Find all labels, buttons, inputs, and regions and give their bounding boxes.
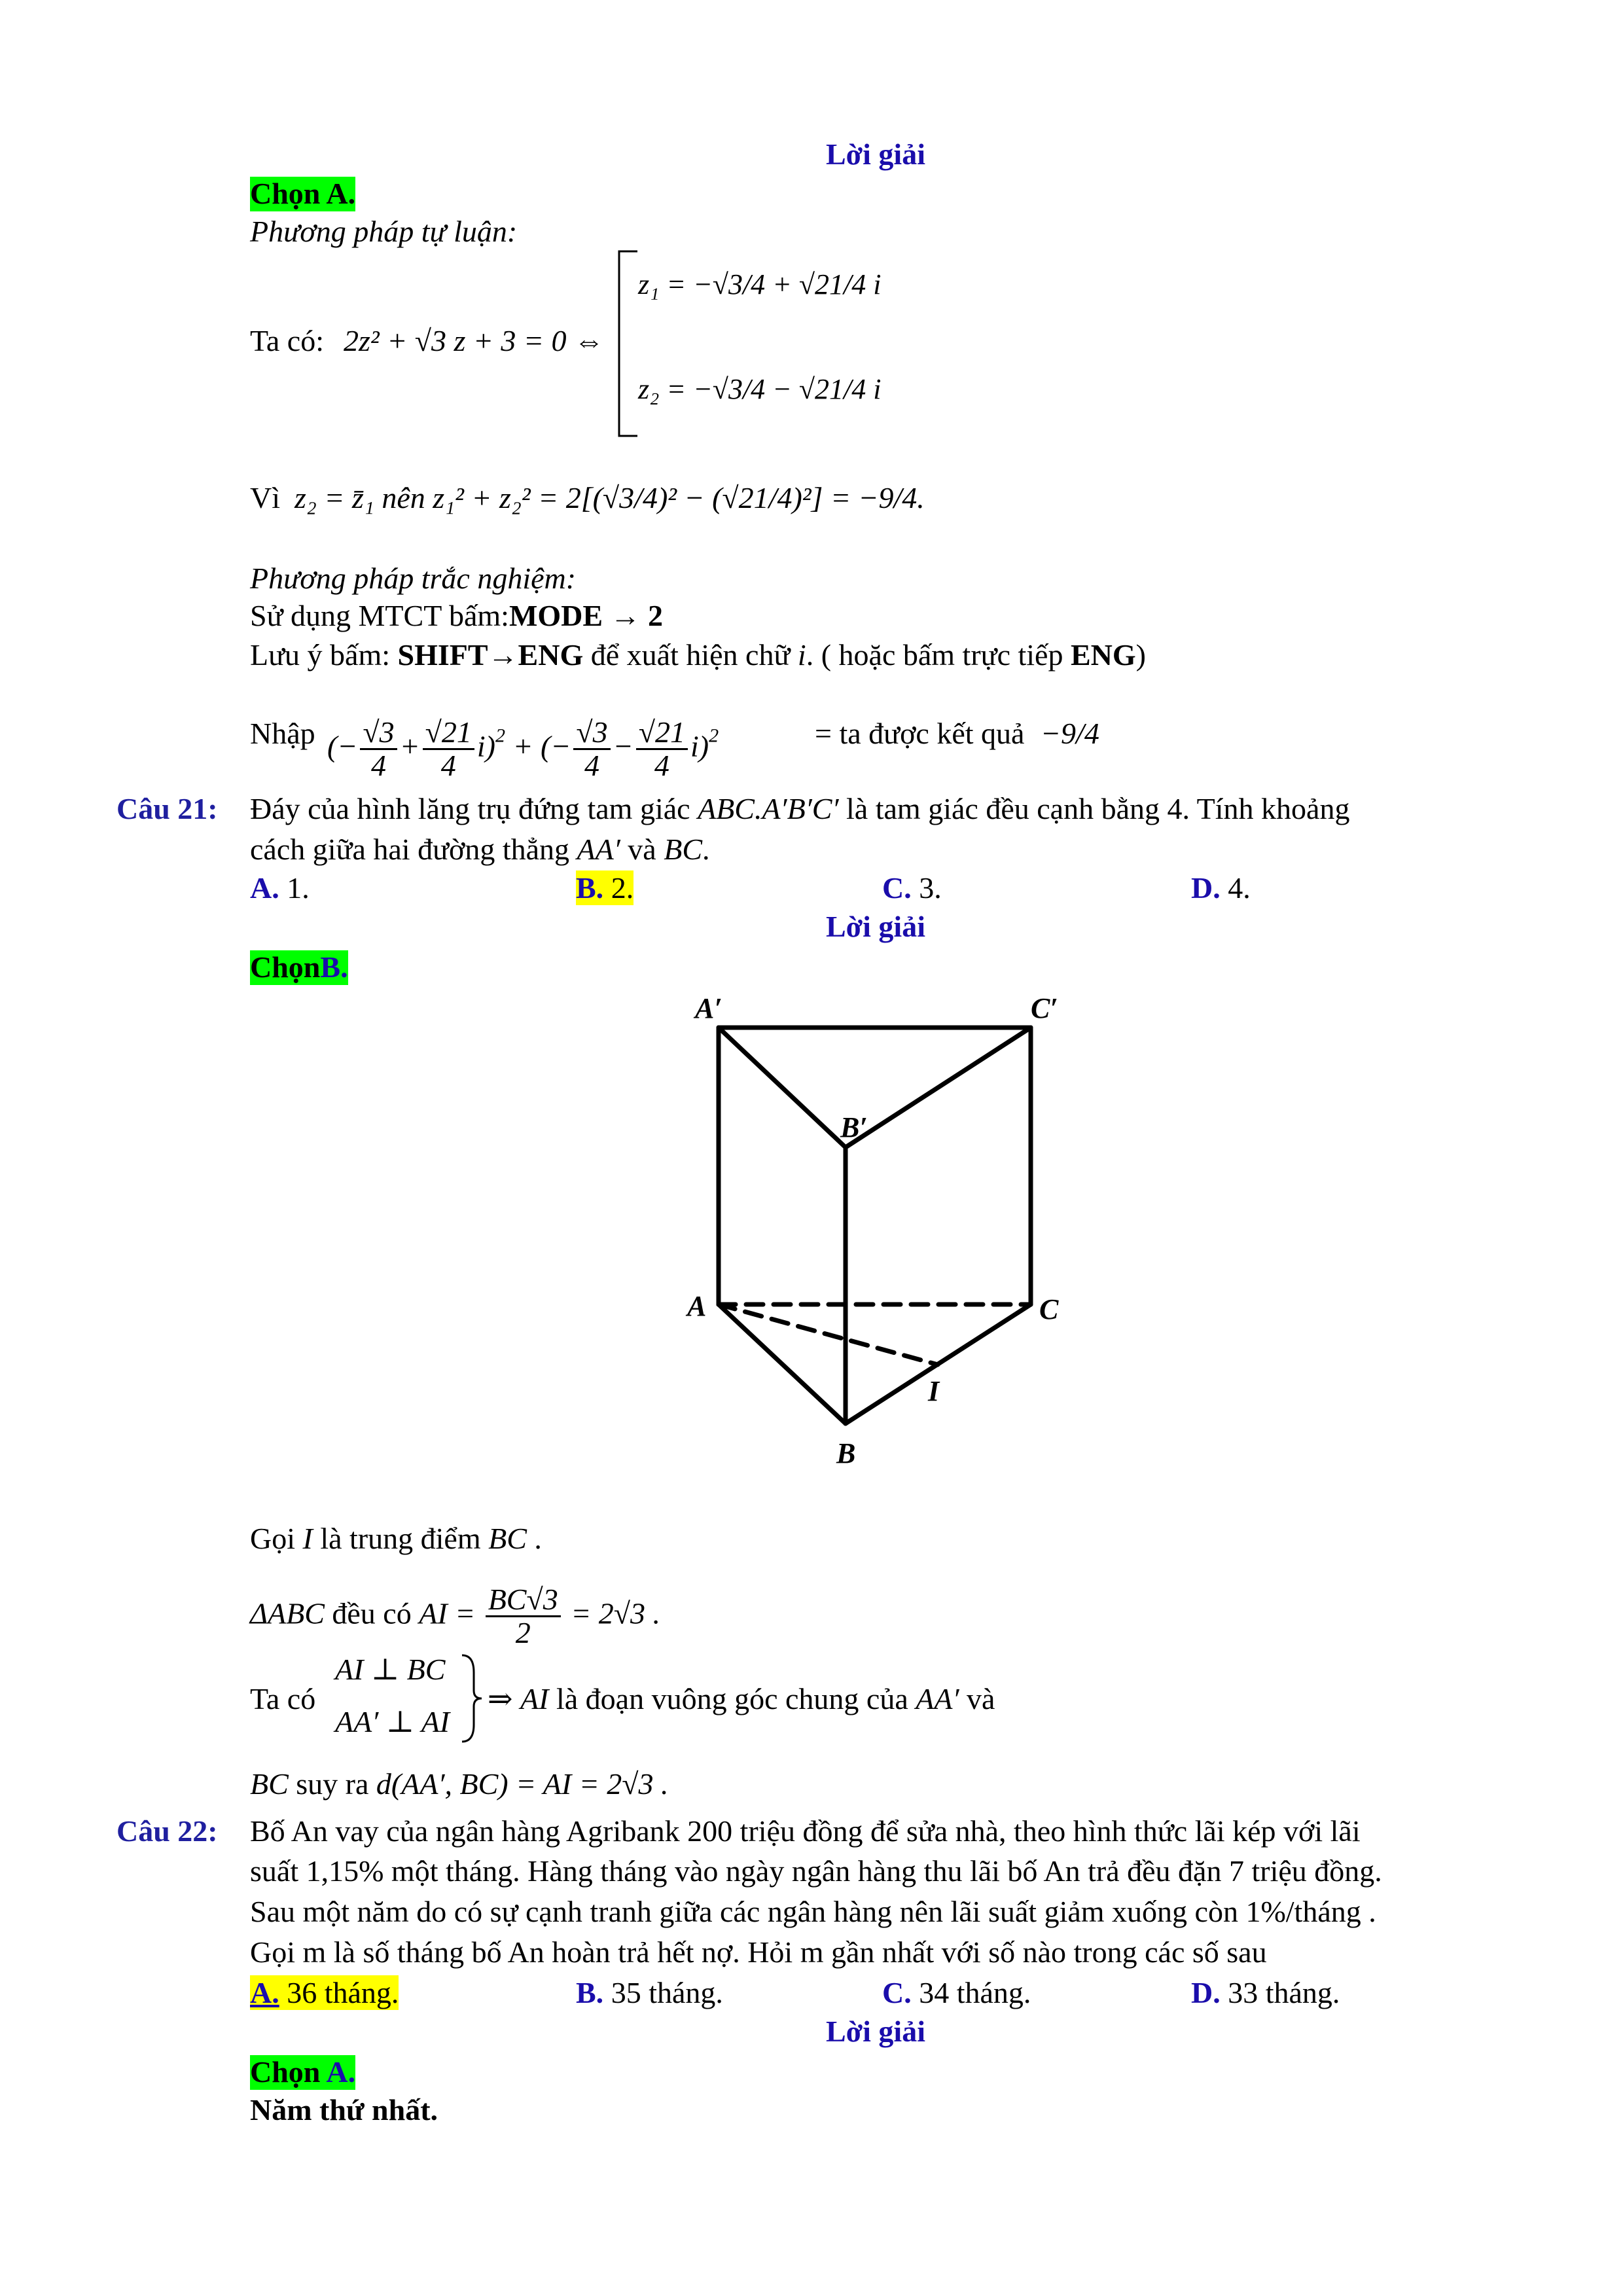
sum-of-squares-equation: z₂ = z̄₁ nên z₁² + z₂² = 2[(√3/4)² − (√21/4)²] = −9/4.: [294, 481, 925, 514]
note-rest: để xuất hiện chữ: [590, 638, 791, 672]
input-expression: (− $\frac{√3}{4}$ + $\frac{√21}{4}$ i)$^2$ + (− $\frac{√3}{4}$ − $\frac{√21}{4}$ i)$^2$: [327, 715, 719, 783]
answer-choice-22: [250, 2055, 355, 2090]
frac-c: $\frac{√3}{4}$: [573, 717, 610, 782]
question-22-line1: Bố An vay của ngân hàng Agribank 200 triệu đồng để sửa nhà, theo hình thức lãi kép với lãi: [250, 1814, 1361, 1848]
q22-option-b-value: 35 tháng.: [611, 1976, 723, 2009]
label-a-prime: A′: [695, 992, 722, 1024]
q22-option-a-letter: A.: [250, 1976, 279, 2009]
q21-option-d[interactable]: [1191, 870, 1251, 905]
q21-option-d-value: 4.: [1228, 871, 1251, 905]
q21-text-b: là tam giác đều cạnh bằng: [846, 792, 1160, 825]
q22-option-c-letter: C.: [882, 1976, 912, 2009]
ta-co-label: Ta có:: [250, 324, 325, 357]
goi-i: I: [302, 1522, 313, 1555]
root-z2: z₂ = −√3/4 − √21/4 i: [638, 373, 882, 405]
frac-b: $\frac{√21}{4}$: [423, 717, 474, 782]
ai-symbol: AI: [520, 1682, 549, 1715]
quadratic-equation: 2z² + √3 z + 3 = 0 ⇔: [344, 324, 604, 357]
answer-choice: Chọn A.: [250, 177, 356, 210]
system-bracket: [614, 249, 640, 439]
q21-option-b-letter: B.: [576, 871, 604, 905]
mode-keys: MODE → 2: [508, 599, 664, 632]
doan-text: là đoạn vuông góc chung của: [556, 1682, 908, 1715]
question-22-label: Câu 22:: [116, 1814, 218, 1848]
eng-key: ENG: [1070, 638, 1136, 672]
ai-lhs: AI =: [419, 1596, 476, 1630]
goi-bc: BC: [488, 1522, 527, 1555]
chon-text: Chọn: [250, 950, 321, 984]
q22-option-b-letter: B.: [576, 1976, 604, 2009]
question-21-line2: [250, 833, 710, 867]
system-brace: [458, 1653, 484, 1744]
perp-1: AI ⊥ BC: [335, 1653, 446, 1686]
goi-rest: là trung điểm: [320, 1522, 481, 1555]
equilateral-line: [250, 1584, 660, 1649]
solution-heading: Lời giải: [826, 137, 925, 171]
q22-option-c-value: 34 tháng.: [919, 1976, 1031, 2009]
root-z1: z₁ = −√3/4 + √21/4 i: [638, 268, 882, 300]
goi-text: Gọi: [250, 1522, 295, 1555]
year-one-heading: Năm thứ nhất.: [250, 2093, 438, 2126]
aa-symbol: AA′: [916, 1682, 959, 1715]
perp-conclusion: [488, 1682, 995, 1717]
label-b-prime: B′: [840, 1111, 868, 1143]
bc-symbol: BC: [250, 1767, 289, 1801]
q21-text-c: . Tính khoảng: [1182, 792, 1350, 825]
ta-co-21: Ta có: [250, 1682, 316, 1715]
solution-heading-22: Lời giải: [826, 2015, 925, 2048]
ai-den: 2: [515, 1616, 531, 1650]
ai-rhs: = 2√3 .: [571, 1596, 661, 1630]
q21-option-a-value: 1.: [287, 871, 310, 905]
method-heading-2: Phương pháp trắc nghiệm:: [250, 562, 577, 595]
q22-option-d-value: 33 tháng.: [1228, 1976, 1340, 2009]
label-i: I: [928, 1375, 940, 1407]
note-i: i: [797, 638, 806, 672]
question-22-line4: Gọi m là số tháng bố An hoàn trả hết nợ. Hỏi m gần nhất với số nào trong các số sau: [250, 1935, 1267, 1969]
q22-option-c[interactable]: [882, 1975, 1031, 2010]
vi-label: Vì: [250, 481, 280, 514]
question-21-line1: [250, 792, 1507, 827]
nhap-label: Nhập: [250, 717, 315, 750]
calc-note: [250, 638, 1146, 673]
label-a: A: [687, 1290, 707, 1322]
q21-va: và: [628, 833, 656, 866]
note-text: Lưu ý bấm:: [250, 638, 391, 672]
note-close: ): [1135, 638, 1146, 672]
ai-fraction: [486, 1584, 561, 1649]
calc-text: Sử dụng MTCT bấm:: [250, 599, 509, 632]
q21-option-a-letter: A.: [250, 871, 279, 905]
q22-option-d[interactable]: [1191, 1975, 1340, 2010]
q21-option-c-letter: C.: [882, 871, 912, 905]
q22-option-a-value: 36 tháng.: [287, 1976, 399, 2009]
result-text: = ta được kết quả: [815, 717, 1025, 750]
prism-figure: [668, 985, 1086, 1482]
calc-instruction: [250, 599, 663, 634]
edge-b1c1: [846, 1028, 1031, 1147]
q21-text-a: Đáy của hình lăng trụ đứng tam giác: [250, 792, 690, 825]
q21-option-b[interactable]: [576, 870, 633, 905]
frac-a: $\frac{√3}{4}$: [360, 717, 397, 782]
label-b: B: [836, 1437, 856, 1469]
q21-option-d-letter: D.: [1191, 871, 1221, 905]
result-value: −9/4: [1041, 717, 1099, 750]
question-22-line3: Sau một năm do có sự cạnh tranh giữa các ngân hàng nên lãi suất giảm xuống còn 1%/tháng .: [250, 1895, 1376, 1928]
q21-dot: .: [702, 833, 710, 866]
q21-four: 4: [1167, 792, 1183, 825]
label-c: C: [1039, 1293, 1059, 1325]
method-heading: Phương pháp tự luận:: [250, 215, 518, 248]
perp-2: AA′ ⊥ AI: [335, 1705, 450, 1738]
question-22-line2: suất 1,15% một tháng. Hàng tháng vào ngày ngân hàng thu lãi bố An trả đều đặn 7 triệu đồng.: [250, 1854, 1382, 1888]
va-text: và: [967, 1682, 995, 1715]
suy-ra: suy ra: [296, 1767, 369, 1801]
note-tail: . ( hoặc bấm trực tiếp: [806, 638, 1063, 672]
solution-heading-21: Lời giải: [826, 910, 925, 943]
distance-line: [250, 1767, 669, 1802]
deu-co: đều có: [332, 1596, 412, 1630]
question-21-label: Câu 21:: [116, 792, 218, 825]
ai-num: BC√3: [486, 1584, 561, 1617]
goi-line: Gọi I là trung điểm BC .: [250, 1522, 542, 1555]
frac-d: $\frac{√21}{4}$: [636, 717, 688, 782]
chon-letter-22: A.: [326, 2055, 356, 2089]
implies: ⇒: [488, 1682, 513, 1715]
chon-text-22: Chọn: [250, 2055, 321, 2089]
q21-prism: ABC.A′B′C′: [698, 792, 839, 825]
q22-option-b[interactable]: [576, 1975, 723, 2010]
distance-equation: d(AA′, BC) = AI = 2√3 .: [376, 1767, 669, 1801]
q21-bc: BC: [664, 833, 702, 866]
q21-option-c-value: 3.: [919, 871, 942, 905]
q21-line2-a: cách giữa hai đường thẳng: [250, 833, 570, 866]
edge-a1b1: [719, 1028, 846, 1147]
answer-choice-21: [250, 950, 348, 985]
shift-keys: SHIFT→ENG: [397, 638, 584, 672]
q21-aa: AA′: [577, 833, 620, 866]
q21-option-b-value: 2.: [611, 871, 634, 905]
delta-abc: ΔABC: [250, 1596, 325, 1630]
chon-letter: B.: [320, 950, 348, 984]
q21-option-a[interactable]: [250, 870, 310, 905]
q22-option-d-letter: D.: [1191, 1976, 1221, 2009]
label-c-prime: C′: [1031, 992, 1058, 1024]
q22-option-a[interactable]: [250, 1975, 399, 2010]
q21-option-c[interactable]: [882, 870, 942, 905]
